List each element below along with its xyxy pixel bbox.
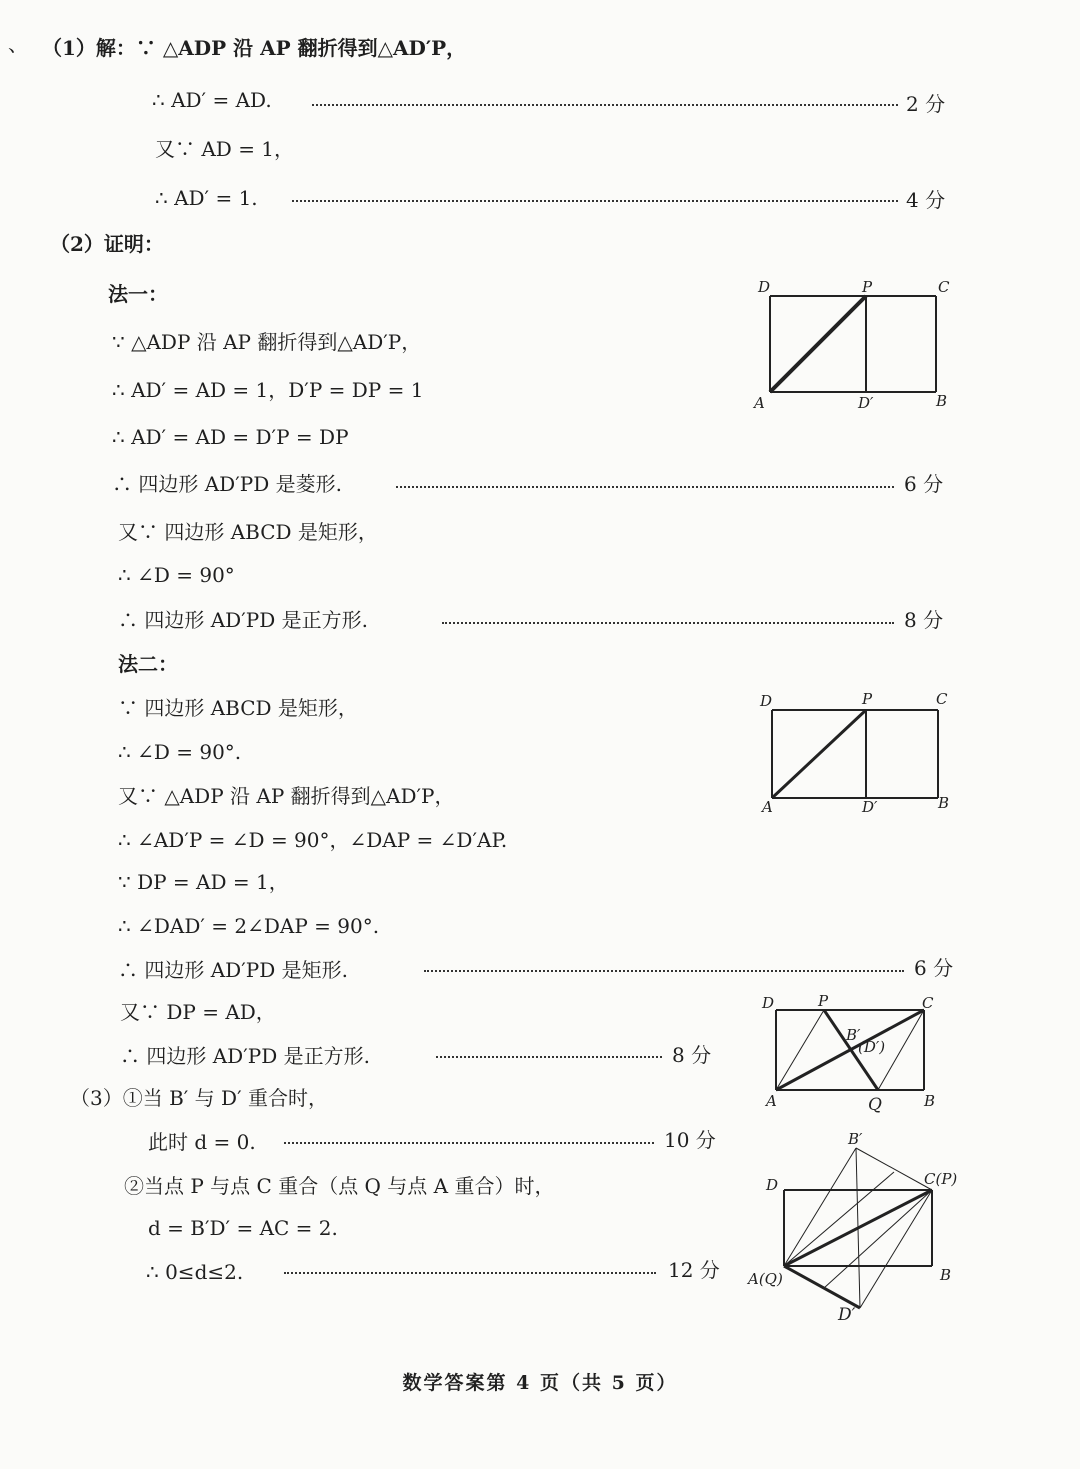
label-D: D bbox=[766, 1176, 779, 1194]
label-B-prime: B′ bbox=[848, 1130, 863, 1148]
label-B: B bbox=[936, 392, 948, 410]
label-A: A bbox=[762, 798, 773, 816]
label-Q: Q bbox=[868, 1095, 882, 1115]
method2-line-5: ∵ DP = AD = 1， bbox=[118, 870, 289, 894]
method1-line-1: ∵ △ADP 沿 AP 翻折得到△AD′P， bbox=[112, 330, 422, 354]
label-D-prime: D′ bbox=[858, 394, 874, 412]
part1-line-4: ∴ AD′ = 1. bbox=[155, 186, 258, 210]
label-A: A bbox=[766, 1092, 777, 1110]
method1-line-4: ∴ 四边形 AD′PD 是菱形. bbox=[112, 472, 342, 496]
figure-square-fold-1 bbox=[750, 278, 960, 413]
part1-line-3: 又∵ AD = 1， bbox=[155, 137, 295, 161]
score-label: 2 分 bbox=[906, 92, 946, 116]
method2-line-7: ∴ 四边形 AD′PD 是矩形. bbox=[118, 958, 348, 982]
method1-line-6: ∴ ∠D = 90° bbox=[118, 563, 235, 587]
page-footer: 数学答案第 4 页（共 5 页） bbox=[402, 1372, 678, 1394]
part3-line-3: ②当点 P 与点 C 重合（点 Q 与点 A 重合）时， bbox=[124, 1174, 555, 1198]
method2-line-2: ∴ ∠D = 90°. bbox=[118, 740, 242, 764]
figure-square-fold-2 bbox=[752, 690, 962, 820]
method2-line-1: ∵ 四边形 ABCD 是矩形， bbox=[118, 696, 358, 720]
label-D: D bbox=[762, 994, 775, 1012]
method2-line-3: 又∵ △ADP 沿 AP 翻折得到△AD′P， bbox=[118, 784, 455, 808]
method2-line-6: ∴ ∠DAD′ = 2∠DAP = 90°. bbox=[118, 914, 380, 938]
score-label: 4 分 bbox=[906, 188, 946, 212]
score-label: 10 分 bbox=[664, 1128, 716, 1152]
dot-leader bbox=[284, 1272, 656, 1274]
dot-leader bbox=[284, 1142, 654, 1144]
part3-line-5: ∴ 0≤d≤2. bbox=[146, 1260, 244, 1284]
part2-heading: （2）证明： bbox=[50, 232, 164, 256]
label-C-P: C(P) bbox=[924, 1170, 958, 1188]
part3-line-1: （3）①当 B′ 与 D′ 重合时， bbox=[70, 1086, 328, 1110]
figure-coincide-case bbox=[744, 1128, 974, 1328]
label-D-prime-paren: (D′) bbox=[858, 1038, 886, 1056]
label-P: P bbox=[862, 278, 873, 296]
label-D: D bbox=[760, 692, 773, 710]
method2-line-8: 又∵ DP = AD， bbox=[120, 1000, 276, 1024]
figure-overlap-case bbox=[758, 992, 968, 1117]
label-P: P bbox=[818, 992, 829, 1010]
score-label: 8 分 bbox=[904, 608, 944, 632]
method2-line-9: ∴ 四边形 AD′PD 是正方形. bbox=[120, 1044, 370, 1068]
part3-line-2: 此时 d = 0. bbox=[148, 1130, 256, 1154]
label-D-prime: D′ bbox=[838, 1305, 856, 1325]
label-C: C bbox=[922, 994, 934, 1012]
score-label: 6 分 bbox=[914, 956, 954, 980]
method1-line-7: ∴ 四边形 AD′PD 是正方形. bbox=[118, 608, 368, 632]
label-A: A bbox=[754, 394, 765, 412]
label-B: B bbox=[938, 794, 950, 812]
method2-title: 法二： bbox=[118, 652, 178, 676]
label-D-prime: D′ bbox=[862, 798, 878, 816]
dot-leader bbox=[312, 104, 898, 106]
score-label: 6 分 bbox=[904, 472, 944, 496]
dot-leader bbox=[424, 970, 904, 972]
score-label: 8 分 bbox=[672, 1043, 712, 1067]
stray-mark: 、 bbox=[8, 32, 28, 56]
label-D: D bbox=[758, 278, 771, 296]
method1-line-5: 又∵ 四边形 ABCD 是矩形， bbox=[118, 520, 378, 544]
dot-leader bbox=[436, 1056, 662, 1058]
dot-leader bbox=[292, 200, 898, 202]
score-label: 12 分 bbox=[668, 1258, 720, 1282]
method1-line-2: ∴ AD′ = AD = 1，D′P = DP = 1 bbox=[112, 378, 424, 402]
part3-line-4: d = B′D′ = AC = 2. bbox=[148, 1216, 338, 1240]
label-B: B bbox=[924, 1092, 936, 1110]
label-C: C bbox=[936, 690, 948, 708]
part1-line-2: ∴ AD′ = AD. bbox=[152, 88, 272, 112]
part1-line-1: （1）解：∵ △ADP 沿 AP 翻折得到△AD′P， bbox=[42, 36, 467, 60]
method2-line-4: ∴ ∠AD′P = ∠D = 90°，∠DAP = ∠D′AP. bbox=[118, 828, 508, 852]
label-P: P bbox=[862, 690, 873, 708]
dot-leader bbox=[442, 622, 894, 624]
label-C: C bbox=[938, 278, 950, 296]
label-B: B bbox=[940, 1266, 952, 1284]
label-A-Q: A(Q) bbox=[748, 1270, 783, 1288]
dot-leader bbox=[396, 486, 894, 488]
method1-title: 法一： bbox=[108, 282, 168, 306]
method1-line-3: ∴ AD′ = AD = D′P = DP bbox=[112, 425, 349, 449]
label-B-prime: B′ bbox=[846, 1026, 861, 1044]
